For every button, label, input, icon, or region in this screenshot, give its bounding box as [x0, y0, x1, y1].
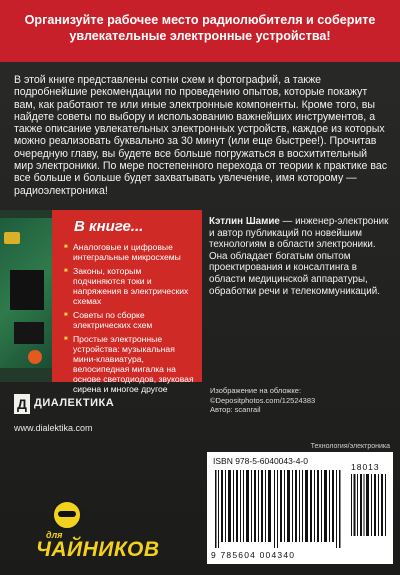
list-item: ■ Советы по сборке электрических схем [64, 310, 194, 330]
in-book-list [64, 242, 194, 398]
barcode-bars [215, 470, 343, 548]
barcode-digits: 9 785604 004340 [211, 550, 296, 560]
list-item: ■ Простые электронные устройства: музыкальная мини-клавиатура, велосипедная мигалка на основе светодиодов, звуковая сирена и многое другое [64, 334, 194, 394]
publisher-url[interactable]: www.dialektika.com [14, 423, 93, 433]
series-prefix: для [46, 530, 63, 540]
category-label: Технология/электроника [310, 443, 390, 450]
in-book-title: В книге... [74, 218, 144, 235]
component [4, 232, 20, 244]
author-bio-text: — инженер-электроник и автор публикаций по новейшим технологиям в области электроники. Она обладает богатым опытом проектирования и консалтинга в области медицинской аппаратуры, обработки речи и телекоммуникаций. [209, 216, 389, 297]
sunglasses-icon [58, 511, 76, 517]
component [28, 350, 42, 364]
author-bio [209, 216, 389, 297]
credit-line: Изображение на обложке: [210, 386, 302, 395]
credit-line: Автор: scanrail [210, 405, 261, 414]
series-brand: ЧАЙНИКОВ [36, 538, 160, 561]
barcode [207, 452, 393, 564]
cover-image-credit [210, 386, 390, 415]
top-banner-text: Организуйте рабочее место радиолюбителя и соберите увлекательные электронные устройства! [24, 13, 376, 43]
intro-paragraph: В этой книге представлены сотни схем и фотографий, а также подробнейшие рекомендации по проведению опытов, которые покажут вам, как работают те или иные электронные компоненты. Кроме того, вы найдете советы по выбору и использованию важнейших инструментов, а также описание увлекательных электронных устройств, каждое из которых можно реализовать буквально за 30 минут (или еще быстрее!). Прочитав очередную главу, вы будете все больше погружаться в восхитительный мир электроники. По мере постепенного перехода от теории к практике вас все больше и больше будет захватывать увлечение, имя которому — радиоэлектроника! [14, 74, 388, 197]
chip [14, 322, 44, 344]
barcode-addon-bars [351, 474, 387, 536]
series-logo [6, 500, 160, 572]
list-item: ■ Аналоговые и цифровые интегральные микросхемы [64, 242, 194, 262]
publisher-logo-mark: Д [14, 394, 30, 414]
credit-line: ©Depositphotos.com/12524383 [210, 395, 316, 405]
list-item: ■ Законы, которым подчиняются токи и напряжения в электрических схемах [64, 266, 194, 306]
dummies-head-icon [52, 500, 82, 530]
chip [10, 270, 44, 310]
isbn-text: ISBN 978-5-6040043-4-0 [213, 456, 308, 466]
circuit-board-photo [0, 210, 52, 382]
barcode-addon-digits: 18013 [351, 462, 380, 472]
top-banner [0, 0, 400, 62]
author-name: Кэтлин Шамие [209, 216, 280, 227]
publisher-name: ДИАЛЕКТИКА [34, 397, 115, 409]
in-book-box [52, 210, 202, 394]
